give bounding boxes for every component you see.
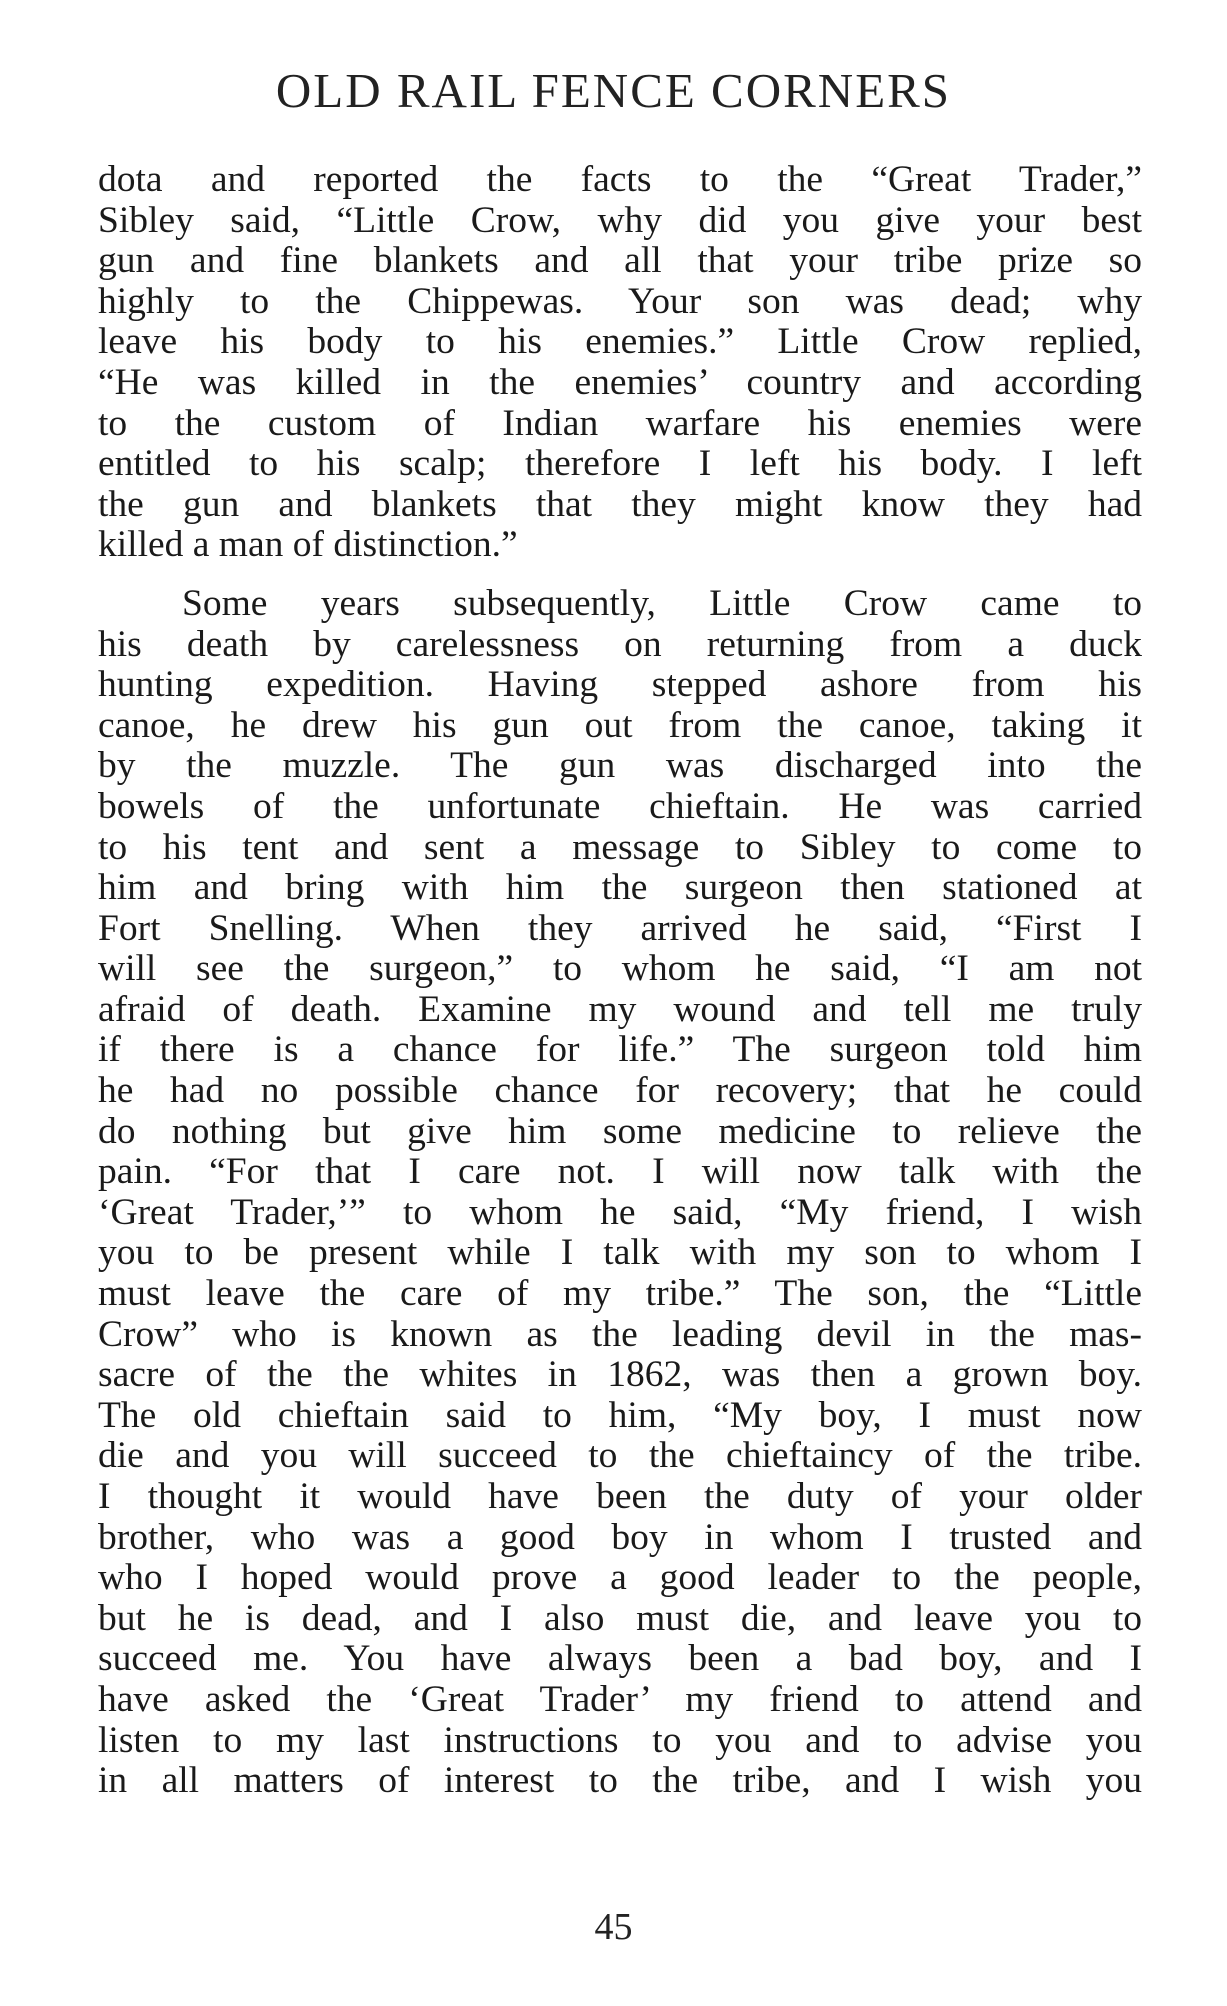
- text-line: him and bring with him the surgeon then stationed at: [98, 867, 1142, 909]
- text-line: die and you will succeed to the chieftaincy of the tribe.: [98, 1435, 1142, 1477]
- text-line: brother, who was a good boy in whom I trusted and: [98, 1516, 1142, 1558]
- text-line: I thought it would have been the duty of your older: [98, 1476, 1142, 1517]
- text-line: his death by carelessness on returning from a duck: [98, 623, 1142, 665]
- text-line: do nothing but give him some medicine to relieve the: [98, 1110, 1142, 1152]
- text-line: listen to my last instructions to you and to advise you: [98, 1719, 1142, 1761]
- text-line: Sibley said, “Little Crow, why did you give your best: [98, 199, 1142, 241]
- text-line: succeed me. You have always been a bad boy, and I: [98, 1638, 1142, 1680]
- text-line: you to be present while I talk with my son to whom I: [98, 1232, 1142, 1274]
- text-line: Some years subsequently, Little Crow came to: [182, 582, 1142, 624]
- text-line: pain. “For that I care not. I will now talk with the: [98, 1151, 1142, 1193]
- text-line: killed a man of distinction.”: [98, 524, 518, 566]
- text-line: if there is a chance for life.” The surgeon told him: [98, 1029, 1142, 1071]
- text-line: highly to the Chippewas. Your son was dead; why: [98, 280, 1142, 322]
- running-head: OLD RAIL FENCE CORNERS: [275, 63, 952, 118]
- text-line: sacre of the the whites in 1862, was then a grown boy.: [98, 1354, 1142, 1396]
- text-line: by the muzzle. The gun was discharged into the: [98, 745, 1142, 787]
- text-line: hunting expedition. Having stepped ashore from his: [98, 664, 1142, 706]
- text-line: Crow” who is known as the leading devil in the mas-: [98, 1313, 1142, 1355]
- text-line: will see the surgeon,” to whom he said, “I am not: [98, 948, 1142, 990]
- text-line: to the custom of Indian warfare his enemies were: [98, 402, 1142, 444]
- text-line: gun and fine blankets and all that your tribe prize so: [98, 240, 1142, 282]
- text-line: dota and reported the facts to the “Great Trader,”: [98, 159, 1142, 200]
- text-line: must leave the care of my tribe.” The son, the “Little: [98, 1273, 1142, 1315]
- text-line: afraid of death. Examine my wound and tell me truly: [98, 988, 1142, 1030]
- text-line: have asked the ‘Great Trader’ my friend to attend and: [98, 1678, 1142, 1720]
- body-text: [98, 160, 1142, 1802]
- text-line: but he is dead, and I also must die, and leave you to: [98, 1597, 1142, 1639]
- text-line: he had no possible chance for recovery; that he could: [98, 1070, 1142, 1112]
- text-line: in all matters of interest to the tribe, and I wish you: [98, 1760, 1142, 1802]
- text-line: canoe, he drew his gun out from the canoe, taking it: [98, 704, 1142, 746]
- text-line: Fort Snelling. When they arrived he said, “First I: [98, 907, 1142, 949]
- text-line: bowels of the unfortunate chieftain. He was carried: [98, 785, 1142, 827]
- text-line: The old chieftain said to him, “My boy, I must now: [98, 1394, 1142, 1436]
- paragraph-1: [98, 160, 1142, 566]
- text-line: to his tent and sent a message to Sibley to come to: [98, 826, 1142, 868]
- paragraph-2: [98, 584, 1142, 1802]
- text-line: leave his body to his enemies.” Little Crow replied,: [98, 321, 1142, 363]
- text-line: “He was killed in the enemies’ country and according: [98, 361, 1142, 403]
- text-line: who I hoped would prove a good leader to the people,: [98, 1557, 1142, 1599]
- text-line: the gun and blankets that they might know they had: [98, 483, 1142, 525]
- page-number: 45: [594, 1906, 633, 1948]
- paragraph-gap: [98, 566, 1142, 584]
- text-line: entitled to his scalp; therefore I left his body. I left: [98, 443, 1142, 485]
- paragraph-container: [98, 160, 1142, 1802]
- text-line: ‘Great Trader,’” to whom he said, “My friend, I wish: [98, 1191, 1142, 1233]
